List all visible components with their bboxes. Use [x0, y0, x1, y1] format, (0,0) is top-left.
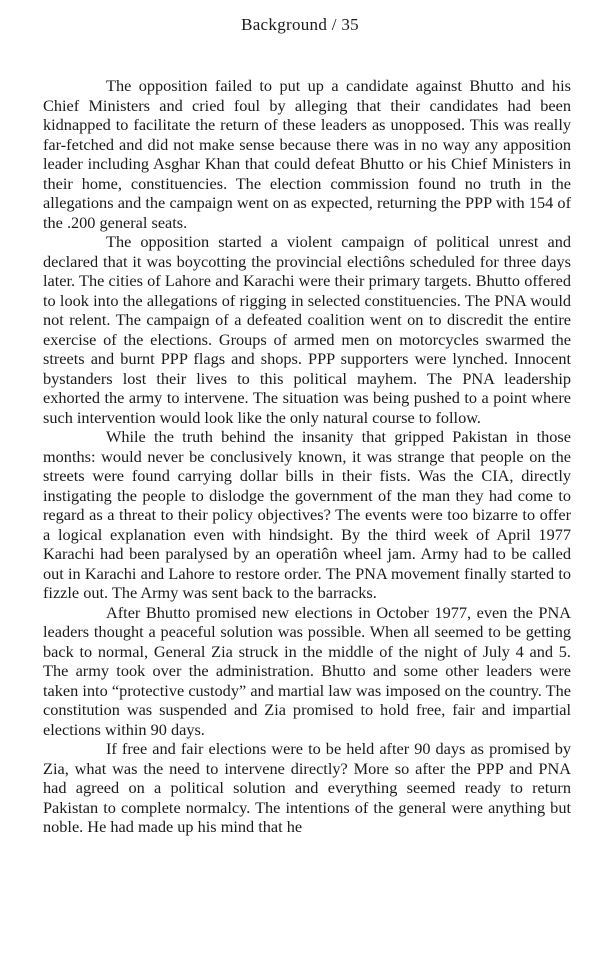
paragraph-3: While the truth behind the insanity that gripped Pakistan in those months: would never be conclusively known, it was strange that people on the streets were found carrying dollar bills in their fists. Was the CIA, directly instigating the people to dislodge the government of the man they had come to regard as a threat to their policy objectives? The events were too bizarre to offer a logical explanation even with hindsight. By the third week of April 1977 Karachi had been paralysed by an operatiôn wheel jam. Army had to be called out in Karachi and Lahore to restore order. The PNA movement finally started to fizzle out. The Army was sent back to the barracks.: [43, 427, 571, 602]
paragraph-2: The opposition started a violent campaign of political unrest and declared that it was boycotting the provincial electiôns scheduled for three days later. The cities of Lahore and Karachi were their primary targets. Bhutto offered to look into the allegations of rigging in selected constituencies. The PNA would not relent. The campaign of a defeated coalition went on to discredit the entire exercise of the elections. Groups of armed men on motorcycles swarmed the streets and burnt PPP flags and shops. PPP supporters were lynched. Innocent bystanders lost their lives to this political mayhem. The PNA leadership exhorted the army to intervene. The situation was being pushed to a point where such intervention would look like the only natural course to follow.: [43, 232, 571, 427]
separator: /: [331, 15, 337, 34]
body-text: [43, 76, 571, 837]
paragraph-1: The opposition failed to put up a candidate against Bhutto and his Chief Ministers and cried foul by alleging that their candidates had been kidnapped to facilitate the return of these leaders as unopposed. This was really far-fetched and did not make sense because there was in no way any apposition leader including Asghar Khan that could defeat Bhutto or his Chief Ministers in their home, constituencies. The election commission found no truth in the allegations and the campaign went on as expected, returning the PPP with 154 of the .200 general seats.: [43, 76, 571, 232]
running-head: [0, 15, 600, 35]
paragraph-5: If free and fair elections were to be held after 90 days as promised by Zia, what was the need to intervene directly? More so after the PPP and PNA had agreed on a political solution and everything seemed ready to return Pakistan to complete normalcy. The intentions of the general were anything but noble. He had made up his mind that he: [43, 739, 571, 836]
page-number: 35: [341, 15, 359, 34]
chapter-title: Background: [241, 15, 328, 34]
paragraph-4: After Bhutto promised new elections in October 1977, even the PNA leaders thought a peaceful solution was possible. When all seemed to be getting back to normal, General Zia struck in the middle of the night of July 4 and 5. The army took over the administration. Bhutto and some other leaders were taken into “protective custody” and martial law was imposed on the country. The constitution was suspended and Zia promised to hold free, fair and impartial elections within 90 days.: [43, 602, 571, 739]
